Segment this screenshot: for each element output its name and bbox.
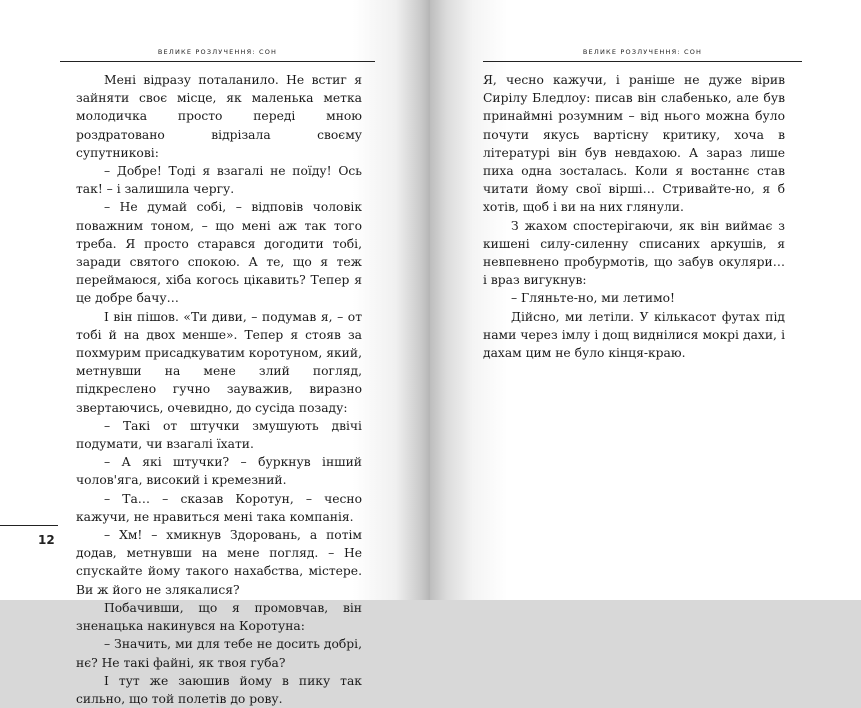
paragraph: – Та… – сказав Коротун, – чесно кажучи, не нравиться мені така компанія. — [76, 491, 362, 524]
paragraph: – Такі от штучки змушують двічі подумати, чи взагалі їхати. — [76, 418, 362, 452]
paragraph: Побачивши, що я промовчав, він зненацька накинувся на Коротуна: — [76, 600, 362, 634]
paragraph: І він пішов. «Ти диви, – подумав я, – от тобі й на двох менше». Тепер я стояв за похмурим присадкуватим коротуном, який, метнувши на мене злий погляд, підкреслено гучно зауважив, виразно звертаючись, очевидно, до сусіда позаду: — [76, 309, 362, 415]
paragraph: – А які штучки? – буркнув інший чолов'яга, високий і кремезний. — [76, 455, 362, 488]
paragraph: Дійсно, ми летіли. У кількасот футах під нами через імлу і дощ виднілися мокрі дахи, і дахам цим не було кінця-краю. — [483, 309, 785, 361]
page-number-rule — [0, 525, 58, 526]
paragraph: З жахом спостерігаючи, як він виймає з кишені силу-силенну списаних аркушів, я невпевнено пробурмотів, що забув окуляри… і враз вигукнув: — [483, 218, 785, 288]
body-text — [76, 71, 362, 708]
paragraph: – Значить, ми для тебе не досить добрі, нє? Не такі файні, як твоя губа? — [76, 637, 362, 670]
paragraph: Я, чесно кажучи, і раніше не дуже вірив Сирілу Бледлоу: писав він слабенько, але був принаймні розумним – від нього можна було почути якусь вартісну критику, хоча в літературі він був невдахою. А зараз лише пиха одна зосталась. Коли я востаннє став читати йому свої вірші… Стривайте-но, я б хотів, щоб і ви на них глянули. — [483, 73, 785, 215]
page-number: 12 — [38, 533, 55, 547]
running-header: ВЕЛИКЕ РОЗЛУЧЕННЯ: СОН — [582, 48, 703, 56]
paragraph: – Не думай собі, – відповів чоловік поважним тоном, – що мені аж так того треба. Я просто старався догодити тобі, заради святого спокою. А те, що я теж переймаюся, хіба когось цікавить? Тепер я це добре бачу… — [76, 200, 362, 306]
paragraph: – Хм! – хмикнув Здоровань, а потім додав, метнувши на мене погляд. – Не спускайте йому такого нахабства, містере. Ви ж його не злякалися? — [76, 528, 362, 597]
body-text — [483, 71, 785, 362]
paragraph: І тут же заюшив йому в пику так сильно, що той полетів до рову. — [76, 673, 362, 706]
header-rule — [483, 61, 802, 62]
right-page — [430, 0, 861, 600]
header-rule — [60, 61, 375, 62]
paragraph: Мені відразу поталанило. Не встиг я зайняти своє місце, як маленька метка молодичка просто переді мною роздратовано відрізала своєму супутникові: — [76, 73, 362, 160]
paragraph: – Добре! Тоді я взагалі не поїду! Ось так! – і залишила чергу. — [76, 164, 362, 197]
paragraph: – Гляньте-но, ми летимо! — [511, 291, 675, 306]
left-page — [0, 0, 430, 706]
running-header: ВЕЛИКЕ РОЗЛУЧЕННЯ: СОН — [157, 48, 278, 56]
